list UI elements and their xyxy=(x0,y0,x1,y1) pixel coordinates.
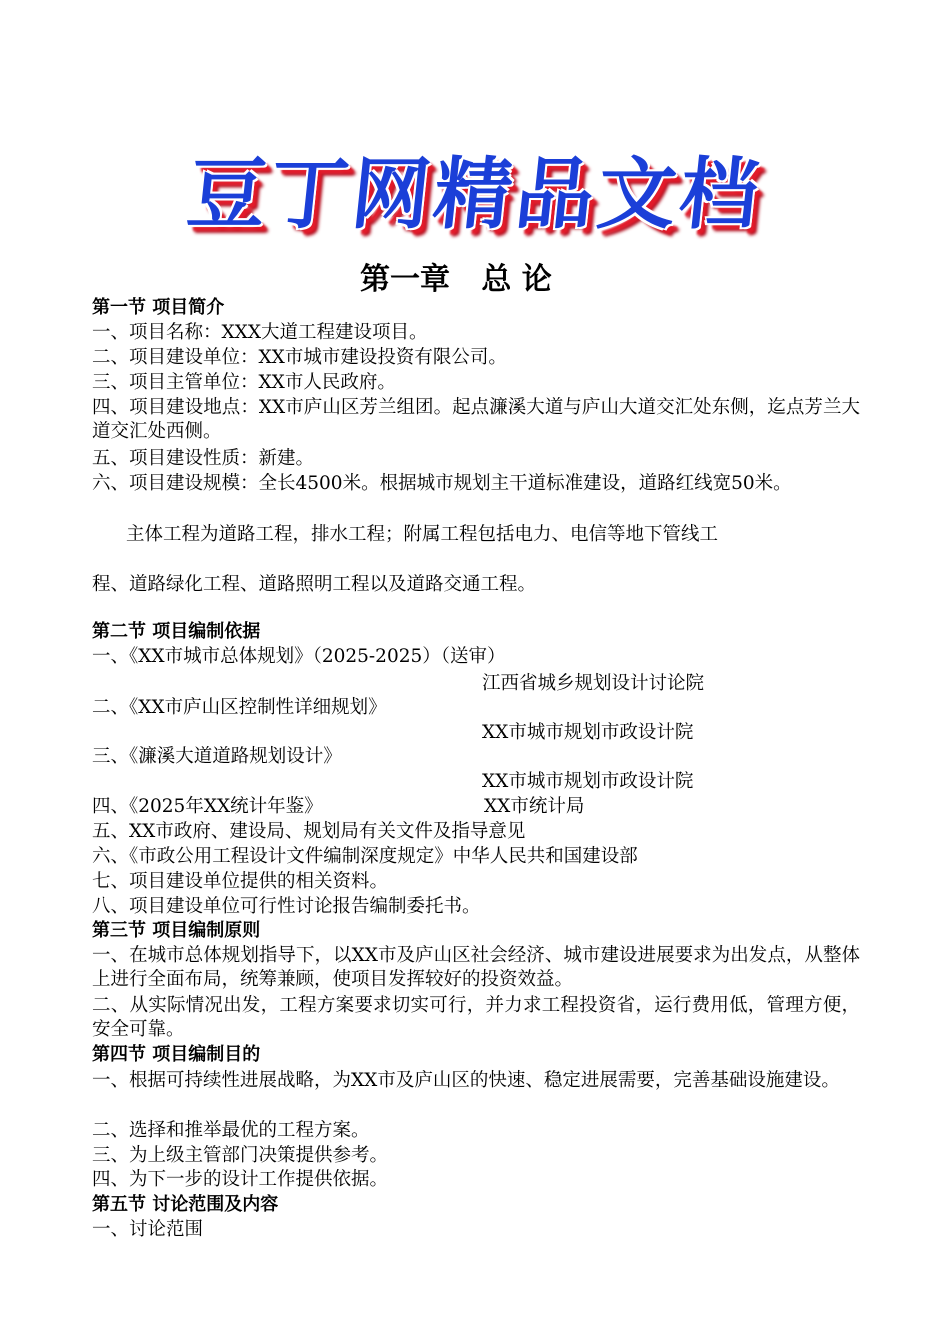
s2-line-7: 七、项目建设单位提供的相关资料。 xyxy=(92,871,389,892)
s1-line-6: 六、项目建设规模：全长4500米。根据城市规划主干道标准建设，道路红线宽50米。 xyxy=(92,473,792,494)
section-heading-3: 第三节 项目编制原则 xyxy=(92,920,261,941)
s2-line-5: 五、XX市政府、建设局、规划局有关文件及指导意见 xyxy=(92,821,526,842)
s1-line-3: 三、项目主管单位：XX市人民政府。 xyxy=(92,372,396,393)
s2-line-6: 六、《市政公用工程设计文件编制深度规定》中华人民共和国建设部 xyxy=(92,846,638,867)
s2-line-2: 二、《XX市庐山区控制性详细规划》 xyxy=(92,697,387,718)
s1-line-1: 一、项目名称：XXX大道工程建设项目。 xyxy=(92,322,428,343)
watermark-banner: 豆丁网精品文档 xyxy=(183,150,767,240)
s1-line-7: 主体工程为道路工程，排水工程；附属工程包括电力、电信等地下管线工 xyxy=(126,524,719,545)
section-heading-5: 第五节 讨论范围及内容 xyxy=(92,1194,279,1215)
s3-line-2: 二、从实际情况出发，工程方案要求切实可行，并力求工程投资省，运行费用低，管理方便，安全可靠。 xyxy=(92,995,860,1040)
s4-line-1: 一、根据可持续性进展战略，为XX市及庐山区的快速、稳定进展需要，完善基础设施建设。 xyxy=(92,1070,840,1091)
s1-line-8: 程、道路绿化工程、道路照明工程以及道路交通工程。 xyxy=(92,574,537,595)
s2-line-3: 三、《濂溪大道道路规划设计》 xyxy=(92,746,342,767)
s2-line-1: 一、《XX市城市总体规划》（2025-2025）（送审） xyxy=(92,646,506,667)
s2-line-4: 四、《2025年XX统计年鉴》 xyxy=(92,796,323,817)
s4-line-2: 二、选择和推举最优的工程方案。 xyxy=(92,1120,370,1141)
section-heading-1: 第一节 项目简介 xyxy=(92,297,225,318)
s2-line-3-source: XX市城市规划市政设计院 xyxy=(482,771,694,792)
s1-line-4: 四、项目建设地点：XX市庐山区芳兰组团。起点濂溪大道与庐山大道交汇处东侧，迄点芳兰大道交汇处西侧。 xyxy=(92,397,860,442)
s1-line-2: 二、项目建设单位：XX市城市建设投资有限公司。 xyxy=(92,347,507,368)
s2-line-1-source: 江西省城乡规划设计讨论院 xyxy=(482,673,705,694)
s4-line-3: 三、为上级主管部门决策提供参考。 xyxy=(92,1145,389,1166)
s4-line-4: 四、为下一步的设计工作提供依据。 xyxy=(92,1169,389,1190)
section-heading-2: 第二节 项目编制依据 xyxy=(92,621,261,642)
s2-line-4-source: XX市统计局 xyxy=(484,796,585,817)
s1-line-5: 五、项目建设性质：新建。 xyxy=(92,448,315,469)
s5-line-1: 一、讨论范围 xyxy=(92,1219,204,1240)
chapter-title: 第一章 总 论 xyxy=(360,262,552,297)
s3-line-1: 一、在城市总体规划指导下，以XX市及庐山区社会经济、城市建设进展要求为出发点，从整体上进行全面布局，统筹兼顾，使项目发挥较好的投资效益。 xyxy=(92,945,860,990)
s2-line-2-source: XX市城市规划市政设计院 xyxy=(482,722,694,743)
section-heading-4: 第四节 项目编制目的 xyxy=(92,1044,261,1065)
s2-line-8: 八、项目建设单位可行性讨论报告编制委托书。 xyxy=(92,896,481,917)
